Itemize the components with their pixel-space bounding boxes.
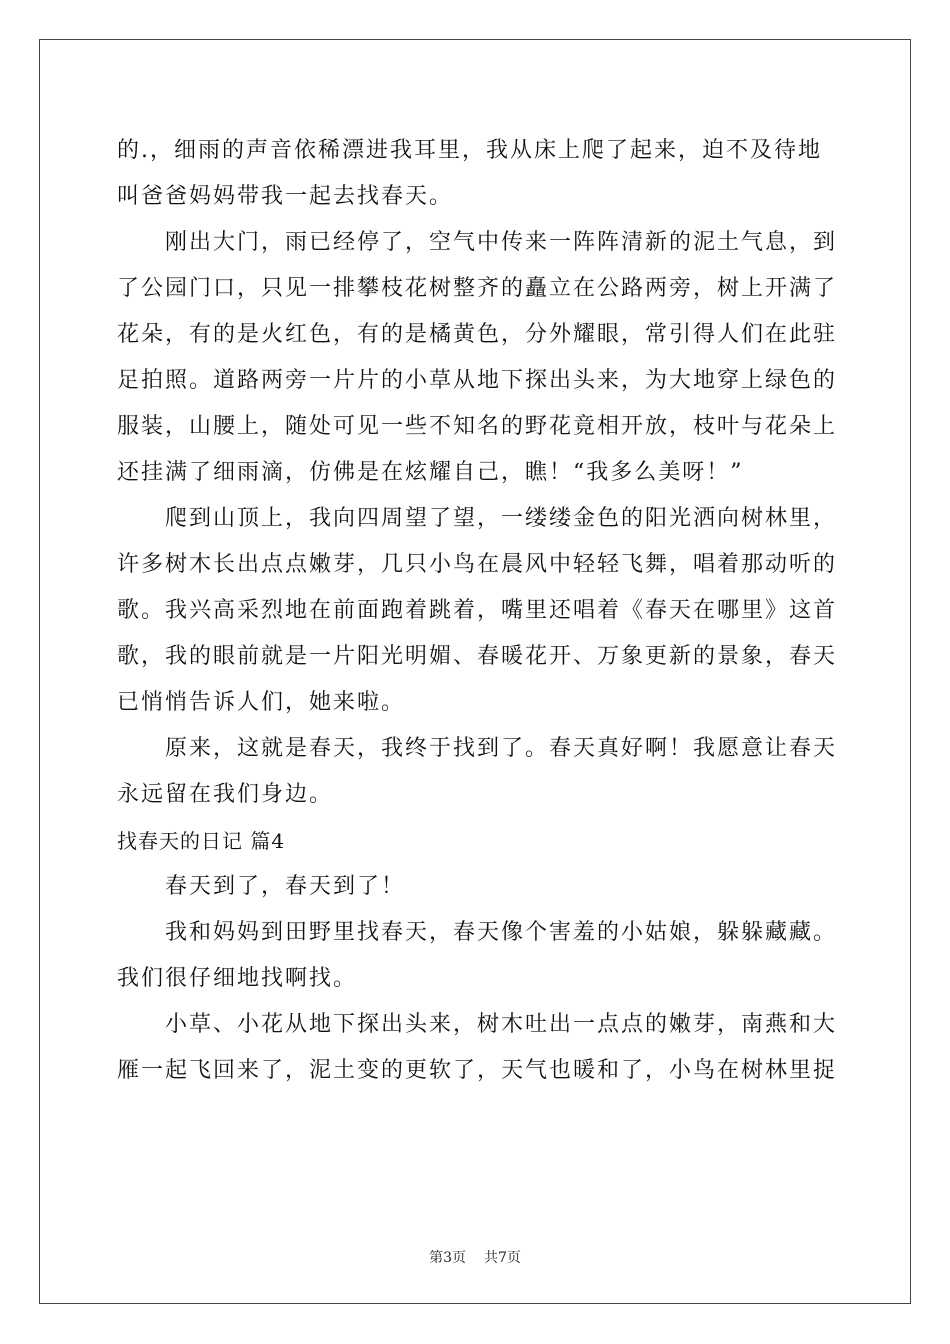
- text-line: 永远留在我们身边。: [117, 782, 334, 807]
- text-line: 服装，山腰上，随处可见一些不知名的野花竟相开放，枝叶与花朵上: [117, 414, 838, 439]
- section-heading: 找春天的日记 篇4: [117, 829, 286, 853]
- text-line: 歌。我兴高采烈地在前面跑着跳着，嘴里还唱着《春天在哪里》这首: [117, 598, 838, 623]
- text-line: 已悄悄告诉人们，她来啦。: [117, 690, 406, 715]
- text-line: 了公园门口，只见一排攀枝花树整齐的矗立在公路两旁，树上开满了: [117, 276, 838, 301]
- paragraph-start-line: 原来，这就是春天，我终于找到了。春天真好啊！我愿意让春天: [165, 736, 838, 761]
- text-line: 花朵，有的是火红色，有的是橘黄色，分外耀眼，常引得人们在此驻: [117, 322, 838, 347]
- paragraph-start-line: 爬到山顶上，我向四周望了望，一缕缕金色的阳光洒向树林里，: [165, 506, 838, 531]
- text-line: 许多树木长出点点嫩芽，几只小鸟在晨风中轻轻飞舞，唱着那动听的: [117, 552, 838, 577]
- paragraph-start-line: 我和妈妈到田野里找春天，春天像个害羞的小姑娘，躲躲藏藏。: [165, 920, 838, 945]
- page-number-current: 第3页: [429, 1250, 466, 1266]
- text-line: 歌，我的眼前就是一片阳光明媚、春暖花开、万象更新的景象，春天: [117, 644, 838, 669]
- text-line: 还挂满了细雨滴，仿佛是在炫耀自己，瞧！“我多么美呀！”: [117, 460, 744, 485]
- text-line: 叫爸爸妈妈带我一起去找春天。: [117, 184, 454, 209]
- document-body: [117, 128, 837, 1094]
- text-line: 的.，细雨的声音依稀漂进我耳里，我从床上爬了起来，迫不及待地: [117, 138, 822, 163]
- text-line: 足拍照。道路两旁一片片的小草从地下探出头来，为大地穿上绿色的: [117, 368, 838, 393]
- text-line: 雁一起飞回来了，泥土变的更软了，天气也暖和了，小鸟在树林里捉: [117, 1058, 838, 1083]
- page-footer: [0, 1247, 950, 1267]
- page-number-total: 共7页: [484, 1250, 521, 1266]
- paragraph-start-line: 小草、小花从地下探出头来，树木吐出一点点的嫩芽，南燕和大: [165, 1012, 838, 1037]
- paragraph-start-line: 刚出大门，雨已经停了，空气中传来一阵阵清新的泥土气息，到: [165, 230, 838, 255]
- text-line: 我们很仔细地找啊找。: [117, 966, 358, 991]
- paragraph-start-line: 春天到了，春天到了！: [165, 874, 406, 899]
